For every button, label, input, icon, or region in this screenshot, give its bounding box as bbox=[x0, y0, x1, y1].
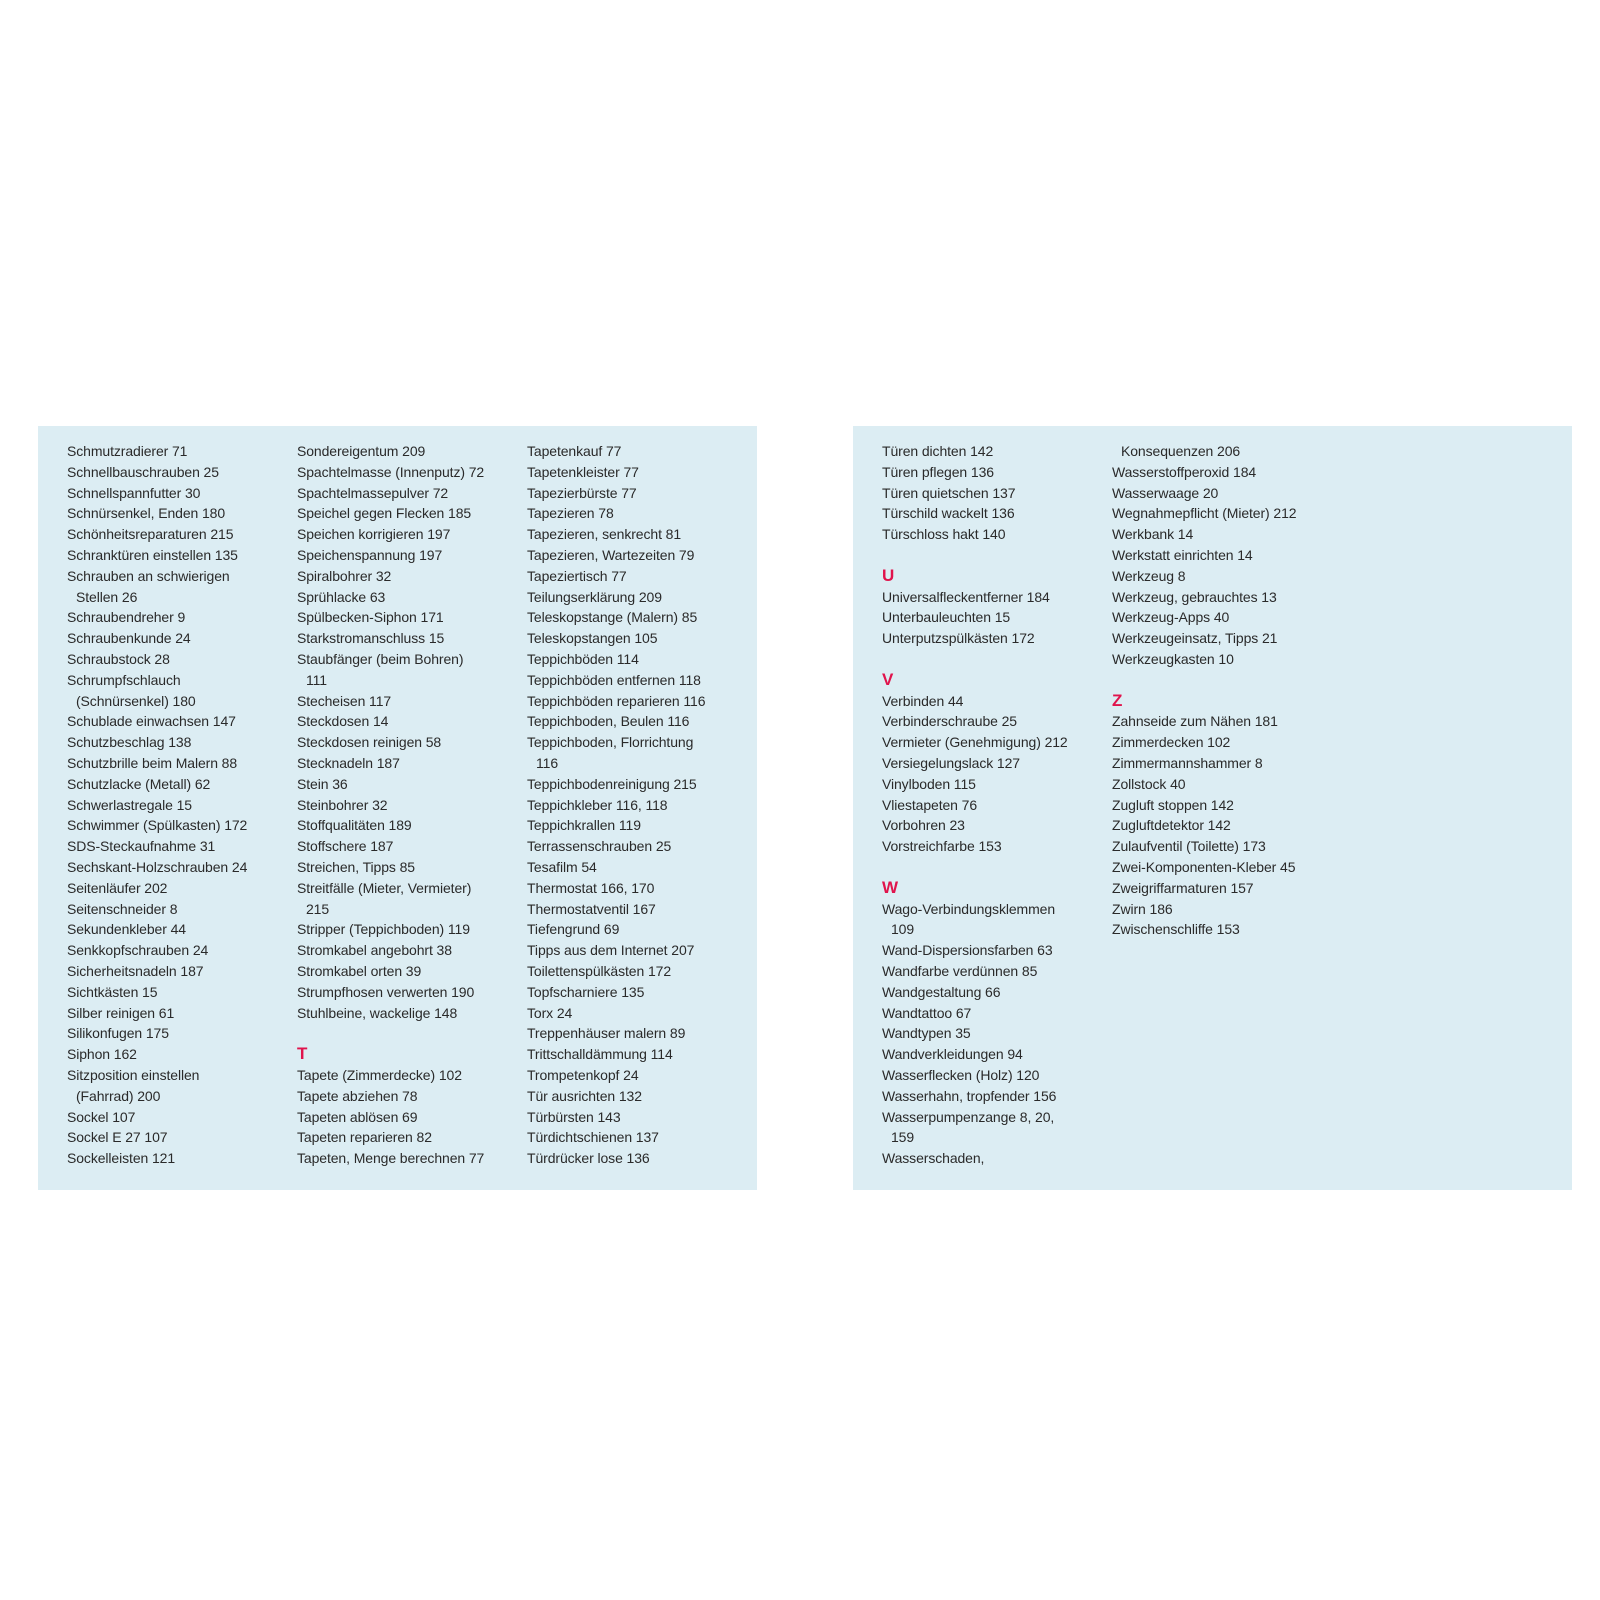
index-page-right bbox=[853, 426, 1572, 1190]
index-entry: Universalfleckentferner 184 bbox=[882, 588, 1050, 605]
index-entry: Speichen korrigieren 197 bbox=[297, 526, 451, 543]
index-entry: Topfscharniere 135 bbox=[527, 983, 645, 1000]
index-entry: Tiefengrund 69 bbox=[527, 921, 620, 938]
index-entry: Türschild wackelt 136 bbox=[882, 505, 1015, 522]
index-entry: Teppichkrallen 119 bbox=[527, 817, 641, 834]
index-entry: Teilungserklärung 209 bbox=[527, 588, 662, 605]
index-entry: Werkzeugeinsatz, Tipps 21 bbox=[1112, 630, 1278, 647]
index-entry: Tapezierbürste 77 bbox=[527, 484, 637, 501]
index-entry: Türdrücker lose 136 bbox=[527, 1150, 650, 1167]
index-entry: Teppichböden 114 bbox=[527, 650, 639, 667]
index-entry: Schnellspannfutter 30 bbox=[67, 484, 201, 501]
index-entry: Treppenhäuser malern 89 bbox=[527, 1025, 686, 1042]
index-entry: Türschloss hakt 140 bbox=[882, 526, 1006, 543]
index-entry: Zugluft stoppen 142 bbox=[1112, 796, 1234, 813]
index-entry: Zweigriffarmaturen 157 bbox=[1112, 879, 1254, 896]
index-entry: Schutzbrille beim Malern 88 bbox=[67, 754, 238, 771]
index-entry: Zimmerdecken 102 bbox=[1112, 734, 1231, 751]
section-letter: T bbox=[297, 1044, 308, 1064]
index-entry: Sockel E 27 107 bbox=[67, 1129, 168, 1146]
index-entry: Tapetenkleister 77 bbox=[527, 463, 639, 480]
index-entry: Vliestapeten 76 bbox=[882, 796, 978, 813]
index-entry: Wasserstoffperoxid 184 bbox=[1112, 463, 1257, 480]
index-entry: Wandtypen 35 bbox=[882, 1025, 971, 1042]
index-entry: Wandtattoo 67 bbox=[882, 1004, 972, 1021]
section-letter: Z bbox=[1112, 690, 1123, 710]
index-entry: Sockelleisten 121 bbox=[67, 1150, 176, 1167]
index-entry: Sicherheitsnadeln 187 bbox=[67, 962, 204, 979]
index-entry-continuation: Stellen 26 bbox=[76, 588, 138, 605]
index-entry: Vorbohren 23 bbox=[882, 817, 965, 834]
index-entry: Zahnseide zum Nähen 181 bbox=[1112, 713, 1278, 730]
index-entry: Wandfarbe verdünnen 85 bbox=[882, 962, 1038, 979]
index-entry: Teleskopstangen 105 bbox=[527, 630, 658, 647]
index-entry: Tipps aus dem Internet 207 bbox=[527, 942, 695, 959]
index-entry: Senkkopfschrauben 24 bbox=[67, 942, 209, 959]
index-entry-continuation: Konsequenzen 206 bbox=[1121, 443, 1241, 459]
index-entry: Türen dichten 142 bbox=[882, 443, 994, 459]
index-entry: Unterbauleuchten 15 bbox=[882, 609, 1011, 626]
index-entry: Schrauben an schwierigen bbox=[67, 567, 230, 584]
section-gap bbox=[297, 1023, 525, 1044]
index-entry: Tapezieren, Wartezeiten 79 bbox=[527, 546, 695, 563]
index-entry: Stein 36 bbox=[297, 775, 348, 792]
index-entry: Tapezieren 78 bbox=[527, 505, 614, 522]
index-entry: Thermostat 166, 170 bbox=[527, 879, 655, 896]
index-entry: Toilettenspülkästen 172 bbox=[527, 962, 672, 979]
index-entry: Tapezieren, senkrecht 81 bbox=[527, 526, 682, 543]
index-entry: Wandverkleidungen 94 bbox=[882, 1046, 1023, 1063]
index-entry: Schublade einwachsen 147 bbox=[67, 713, 236, 730]
index-entry: Torx 24 bbox=[527, 1004, 573, 1021]
index-entry-continuation: 215 bbox=[306, 900, 330, 917]
index-entry: Teleskopstange (Malern) 85 bbox=[527, 609, 698, 626]
index-entry: Sondereigentum 209 bbox=[297, 443, 426, 459]
index-entry: Steckdosen reinigen 58 bbox=[297, 734, 442, 751]
index-entry: Schnellbauschrauben 25 bbox=[67, 463, 219, 480]
index-entry: Seitenschneider 8 bbox=[67, 900, 178, 917]
index-entry: Teppichboden, Beulen 116 bbox=[527, 713, 690, 730]
index-entry: Spiralbohrer 32 bbox=[297, 567, 392, 584]
index-entry: Schutzbeschlag 138 bbox=[67, 734, 192, 751]
index-entry: Terrassenschrauben 25 bbox=[527, 838, 672, 855]
section-gap bbox=[882, 649, 1110, 670]
index-entry: Siphon 162 bbox=[67, 1046, 137, 1063]
index-entry: Spachtelmasse (Innenputz) 72 bbox=[297, 463, 485, 480]
index-entry-continuation: 109 bbox=[891, 921, 915, 938]
index-entry: Zollstock 40 bbox=[1112, 775, 1186, 792]
index-entry: Stecheisen 117 bbox=[297, 692, 392, 709]
index-entry: Werkzeugkasten 10 bbox=[1112, 650, 1234, 667]
index-entry: Werkstatt einrichten 14 bbox=[1112, 546, 1253, 563]
index-entry: Schraubenkunde 24 bbox=[67, 630, 191, 647]
index-entry: Steckdosen 14 bbox=[297, 713, 389, 730]
index-entry: Silber reinigen 61 bbox=[67, 1004, 175, 1021]
index-entry: Spachtelmassepulver 72 bbox=[297, 484, 449, 501]
index-entry: Schraubendreher 9 bbox=[67, 609, 186, 626]
index-entry: Vorstreichfarbe 153 bbox=[882, 838, 1002, 855]
index-entry: Tesafilm 54 bbox=[527, 858, 597, 875]
index-page-left bbox=[38, 426, 757, 1190]
index-entry: Tapeten ablösen 69 bbox=[297, 1108, 418, 1125]
index-entry: Tapeten, Menge berechnen 77 bbox=[297, 1150, 485, 1167]
index-entry: Verbinden 44 bbox=[882, 692, 964, 709]
index-entry: Vinylboden 115 bbox=[882, 775, 976, 792]
index-entry: Streichen, Tipps 85 bbox=[297, 858, 415, 875]
index-entry: Zimmermannshammer 8 bbox=[1112, 754, 1263, 771]
index-entry: Wasserwaage 20 bbox=[1112, 484, 1219, 501]
index-entry: Sprühlacke 63 bbox=[297, 588, 386, 605]
index-entry: Schwimmer (Spülkasten) 172 bbox=[67, 817, 248, 834]
section-gap bbox=[882, 857, 1110, 878]
index-entry: Wasserschaden, bbox=[882, 1150, 985, 1167]
section-gap bbox=[1112, 670, 1340, 691]
index-entry-continuation: 116 bbox=[536, 754, 559, 771]
index-column bbox=[1112, 441, 1340, 940]
index-entry: Speichenspannung 197 bbox=[297, 546, 443, 563]
index-entry: Zugluftdetektor 142 bbox=[1112, 817, 1231, 834]
index-entry: Schnürsenkel, Enden 180 bbox=[67, 505, 226, 522]
index-entry: Tür ausrichten 132 bbox=[527, 1087, 642, 1104]
index-entry: Stripper (Teppichboden) 119 bbox=[297, 921, 470, 938]
index-entry: Sechskant-Holzschrauben 24 bbox=[67, 858, 248, 875]
section-letter: W bbox=[882, 877, 899, 897]
index-entry: Streitfälle (Mieter, Vermieter) bbox=[297, 879, 472, 896]
index-entry-continuation: 159 bbox=[891, 1129, 915, 1146]
index-entry: Wasserflecken (Holz) 120 bbox=[882, 1066, 1040, 1083]
index-entry: Tapetenkauf 77 bbox=[527, 443, 622, 459]
index-entry: Silikonfugen 175 bbox=[67, 1025, 169, 1042]
index-entry: Schutzlacke (Metall) 62 bbox=[67, 775, 211, 792]
index-entry: Türen quietschen 137 bbox=[882, 484, 1016, 501]
index-entry: Seitenläufer 202 bbox=[67, 879, 168, 896]
index-column bbox=[297, 441, 525, 1169]
index-entry: Strumpfhosen verwerten 190 bbox=[297, 983, 475, 1000]
index-entry: Schwerlastregale 15 bbox=[67, 796, 192, 813]
index-entry: Zwischenschliffe 153 bbox=[1112, 921, 1240, 938]
index-entry: Werkzeug 8 bbox=[1112, 567, 1186, 584]
index-entry: Zulaufventil (Toilette) 173 bbox=[1112, 838, 1266, 855]
index-entry: Wegnahmepflicht (Mieter) 212 bbox=[1112, 505, 1297, 522]
index-entry: Verbinderschraube 25 bbox=[882, 713, 1017, 730]
section-letter: V bbox=[882, 669, 894, 689]
index-entry: Sockel 107 bbox=[67, 1108, 136, 1125]
index-entry: Türen pflegen 136 bbox=[882, 463, 994, 480]
index-entry: Zwirn 186 bbox=[1112, 900, 1173, 917]
index-entry: Vermieter (Genehmigung) 212 bbox=[882, 734, 1068, 751]
index-entry: Stromkabel angebohrt 38 bbox=[297, 942, 452, 959]
index-entry: Teppichboden, Florrichtung bbox=[527, 734, 694, 751]
index-entry: Tapeten reparieren 82 bbox=[297, 1129, 432, 1146]
index-entry-continuation: 111 bbox=[306, 671, 327, 688]
index-entry: Stecknadeln 187 bbox=[297, 754, 400, 771]
index-entry: Stromkabel orten 39 bbox=[297, 962, 422, 979]
index-entry: Werkzeug-Apps 40 bbox=[1112, 609, 1230, 626]
index-entry: Türdichtschienen 137 bbox=[527, 1129, 659, 1146]
index-entry: Stoffschere 187 bbox=[297, 838, 394, 855]
index-entry: Wandgestaltung 66 bbox=[882, 983, 1001, 1000]
index-entry: Sichtkästen 15 bbox=[67, 983, 158, 1000]
index-entry: Staubfänger (beim Bohren) bbox=[297, 650, 464, 667]
index-column bbox=[527, 441, 755, 1169]
index-entry: Schraubstock 28 bbox=[67, 650, 170, 667]
index-entry: Starkstromanschluss 15 bbox=[297, 630, 445, 647]
index-entry: Werkbank 14 bbox=[1112, 526, 1194, 543]
index-entry: SDS-Steckaufnahme 31 bbox=[67, 838, 216, 855]
index-entry: Wasserhahn, tropfender 156 bbox=[882, 1087, 1057, 1104]
index-entry: Teppichkleber 116, 118 bbox=[527, 796, 668, 813]
index-entry: Wago-Verbindungsklemmen bbox=[882, 900, 1056, 917]
index-entry: Schrumpfschlauch bbox=[67, 671, 181, 688]
index-entry: Schranktüren einstellen 135 bbox=[67, 546, 238, 563]
index-entry: Spülbecken-Siphon 171 bbox=[297, 609, 444, 626]
index-entry: Schmutzradierer 71 bbox=[67, 443, 188, 459]
index-entry: Versiegelungslack 127 bbox=[882, 754, 1020, 771]
index-entry: Zwei-Komponenten-Kleber 45 bbox=[1112, 858, 1296, 875]
section-letter: U bbox=[882, 565, 895, 585]
index-entry: Tapete abziehen 78 bbox=[297, 1087, 418, 1104]
index-entry: Werkzeug, gebrauchtes 13 bbox=[1112, 588, 1277, 605]
index-entry: Sitzposition einstellen bbox=[67, 1066, 200, 1083]
index-entry: Unterputzspülkästen 172 bbox=[882, 630, 1035, 647]
index-entry: Steinbohrer 32 bbox=[297, 796, 388, 813]
index-entry: Stuhlbeine, wackelige 148 bbox=[297, 1004, 458, 1021]
index-entry: Tapeziertisch 77 bbox=[527, 567, 627, 584]
index-entry: Tapete (Zimmerdecke) 102 bbox=[297, 1066, 462, 1083]
index-entry: Schönheitsreparaturen 215 bbox=[67, 526, 234, 543]
index-entry: Türbürsten 143 bbox=[527, 1108, 621, 1125]
index-entry: Wasserpumpenzange 8, 20, bbox=[882, 1108, 1055, 1125]
index-entry: Stoffqualitäten 189 bbox=[297, 817, 412, 834]
index-entry: Wand-Dispersionsfarben 63 bbox=[882, 942, 1053, 959]
index-entry: Teppichbodenreinigung 215 bbox=[527, 775, 697, 792]
index-column bbox=[67, 441, 295, 1169]
index-entry-continuation: (Fahrrad) 200 bbox=[76, 1087, 161, 1104]
index-entry: Trompetenkopf 24 bbox=[527, 1066, 639, 1083]
index-entry: Teppichböden reparieren 116 bbox=[527, 692, 706, 709]
index-entry: Sekundenkleber 44 bbox=[67, 921, 186, 938]
index-entry: Speichel gegen Flecken 185 bbox=[297, 505, 472, 522]
index-column bbox=[882, 441, 1110, 1169]
section-gap bbox=[882, 545, 1110, 566]
index-entry-continuation: (Schnürsenkel) 180 bbox=[76, 692, 196, 709]
index-entry: Teppichböden entfernen 118 bbox=[527, 671, 701, 688]
index-entry: Thermostatventil 167 bbox=[527, 900, 656, 917]
index-entry: Trittschalldämmung 114 bbox=[527, 1046, 673, 1063]
